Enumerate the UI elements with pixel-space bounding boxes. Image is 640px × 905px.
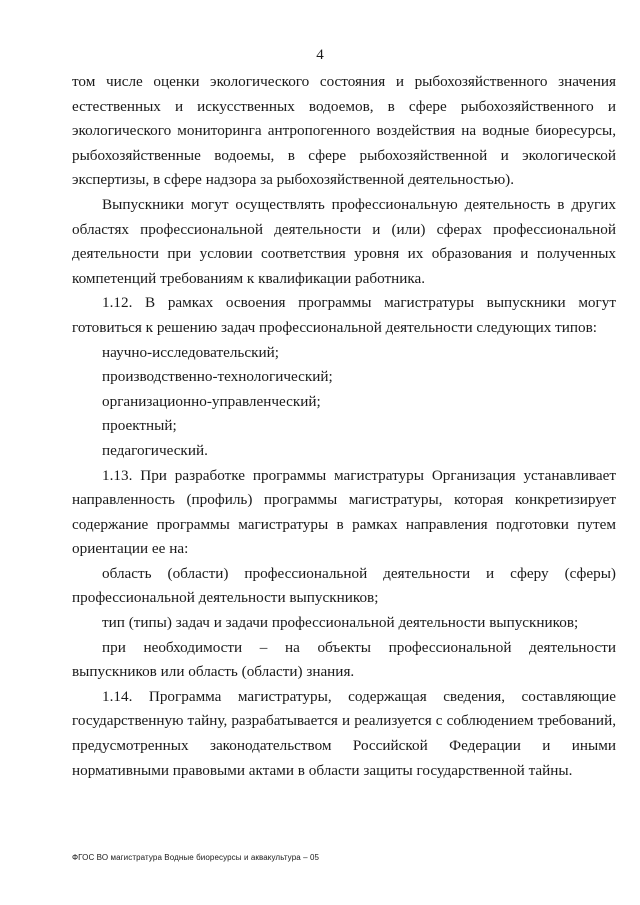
list-item: педагогический. [102,441,208,459]
footer-text: ФГОС ВО магистратура Водные биоресурсы и аквакультура – 05 [72,853,320,862]
paragraph-continuation: том числе оценки экологического состояния и рыбохозяйственного значения естественных и искусственных водоемов, в сфере рыбохозяйственного и экологического мониторинга антропогенного воздействия на водные биоресурсы, рыбохозяйственные водоемы, в сфере рыбохозяйственной и экологической экспертизы, в сфере надзора за рыбохозяйственной деятельностью). [72,73,616,189]
list-item: проектный; [102,417,177,435]
paragraph-task-types: тип (типы) задач и задачи профессиональной деятельности выпускников; [102,614,579,632]
paragraph-1-12: 1.12. В рамках освоения программы магистратуры выпускники могут готовиться к решению задач профессиональной деятельности следующих типов: [72,294,616,336]
paragraph-objects: при необходимости – на объекты профессиональной деятельности выпускников или область (области) знания. [72,638,616,681]
paragraph-graduates: Выпускники могут осуществлять профессиональную деятельность в других областях профессиональной деятельности и (или) сферах профессиональной деятельности при условии соответствия уровня их образования и полученных компетенций требованиям к квалификации работника. [72,195,616,287]
list-item: производственно-технологический; [102,368,333,386]
list-item: организационно-управленческий; [102,392,321,410]
paragraph-1-13: 1.13. При разработке программы магистратуры Организация устанавливает направленность (профиль) программы магистратуры, которая конкретизирует содержание программы магистратуры в рамках направления подготовки путем ориентации ее на: [72,466,616,558]
page-number: 4 [316,47,324,63]
paragraph-1-14: 1.14. Программа магистратуры, содержащая сведения, составляющие государственную тайну, разрабатывается и реализуется с соблюдением требований, предусмотренных законодательством Российской Федерации и иными нормативными правовыми актами в области защиты государственной тайны. [72,687,616,779]
document-body [72,70,616,783]
list-item: научно-исследовательский; [102,343,279,361]
paragraph-area: область (области) профессиональной деятельности и сферу (сферы) профессиональной деятельности выпускников; [72,564,616,607]
